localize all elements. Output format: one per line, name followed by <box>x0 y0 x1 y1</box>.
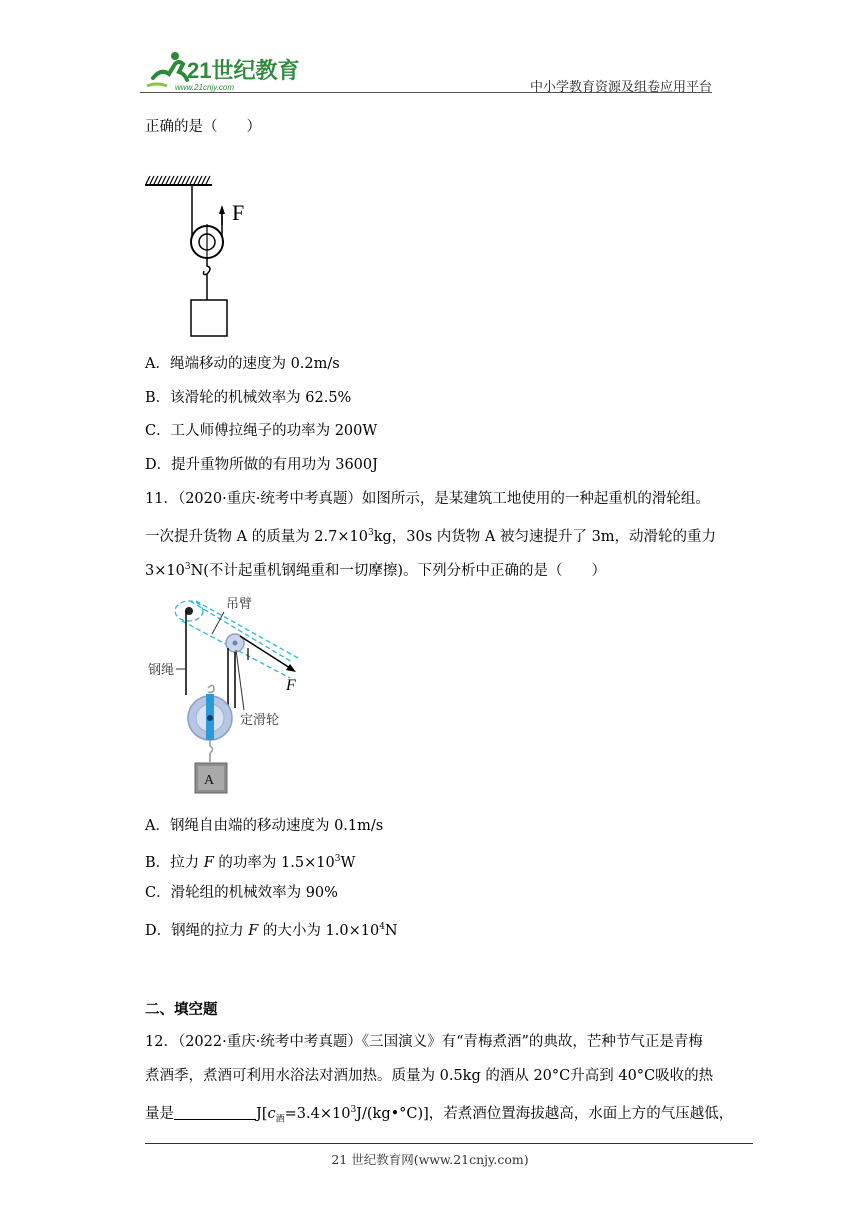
q11-option-c: C．滑轮组的机械效率为 90% <box>145 885 338 901</box>
q11-stem-line1: 11．（2020·重庆·统考中考真题）如图所示，是某建筑工地使用的一种起重机的滑轮组。 <box>145 491 710 507</box>
q10-pulley-figure <box>140 170 270 345</box>
logo-url: www.21cnjy.com <box>175 83 234 92</box>
q11-fixed-pulley-label: 定滑轮 <box>240 713 280 728</box>
q12-stem-line3: 量是 $J[c_酒=3.4\times 10^3J/(kg•^\circ C)]$，若煮酒位置海拔越高，水面上方的气压越低， <box>145 1105 734 1125</box>
q12-stem-line2: 煮酒季，煮酒可利用水浴法对酒加热。质量为 0.5kg 的酒从 20°C升高到 40°C吸收的热 <box>145 1068 714 1084</box>
q10-option-d: D．提升重物所做的有用功为 3600J <box>145 457 378 473</box>
q11-crane-figure <box>140 590 320 805</box>
q11-arm-label: 吊臂 <box>226 597 253 612</box>
answer-blank[interactable] <box>174 1105 256 1120</box>
q11-stem-line2: 一次提升货物 A 的质量为 $2.7\times 10^3kg$，30s 内货物 A 被匀速提升了 3m，动滑轮的重力 <box>145 528 717 545</box>
q10-option-c: C．工人师傅拉绳子的功率为 200W <box>145 423 378 439</box>
q10-force-label: F <box>232 200 245 225</box>
section-title-fill-in: 二、填空题 <box>145 1001 218 1018</box>
q11-force-label: F <box>286 677 296 694</box>
q11-option-b: B．拉力 F 的功率为 $1.5\times 10^3W$ <box>145 854 356 871</box>
q11-option-a: A．钢绳自由端的移动速度为 0.1m/s <box>145 818 384 834</box>
q12-stem-line1: 12．（2022·重庆·统考中考真题）《三国演义》有“青梅煮酒”的典故，芒种节气正是青梅 <box>145 1034 703 1050</box>
footer-text: 21 世纪教育网(www.21cnjy.com) <box>331 1152 529 1167</box>
header-divider <box>140 92 712 93</box>
footer-divider <box>145 1143 753 1144</box>
q10-stem-tail: 正确的是（ ） <box>145 119 261 135</box>
q10-option-a: A．绳端移动的速度为 0.2m/s <box>145 356 340 372</box>
runner-logo-icon <box>145 48 305 94</box>
site-logo <box>145 48 305 94</box>
q11-stem-line3: $3\times 10^3N$(不计起重机钢绳重和一切摩擦)。下列分析中正确的是（ ） <box>145 562 607 579</box>
q11-rope-label: 钢绳 <box>148 663 175 678</box>
q10-option-b: B．该滑轮的机械效率为 62.5% <box>145 390 352 406</box>
q11-option-d: D．钢绳的拉力 F 的大小为 $1.0\times 10^4N$ <box>145 922 398 939</box>
q11-block-label: A <box>204 773 215 788</box>
logo-text: 21世纪教育 <box>187 58 300 83</box>
platform-name: 中小学教育资源及组卷应用平台 <box>530 80 713 95</box>
